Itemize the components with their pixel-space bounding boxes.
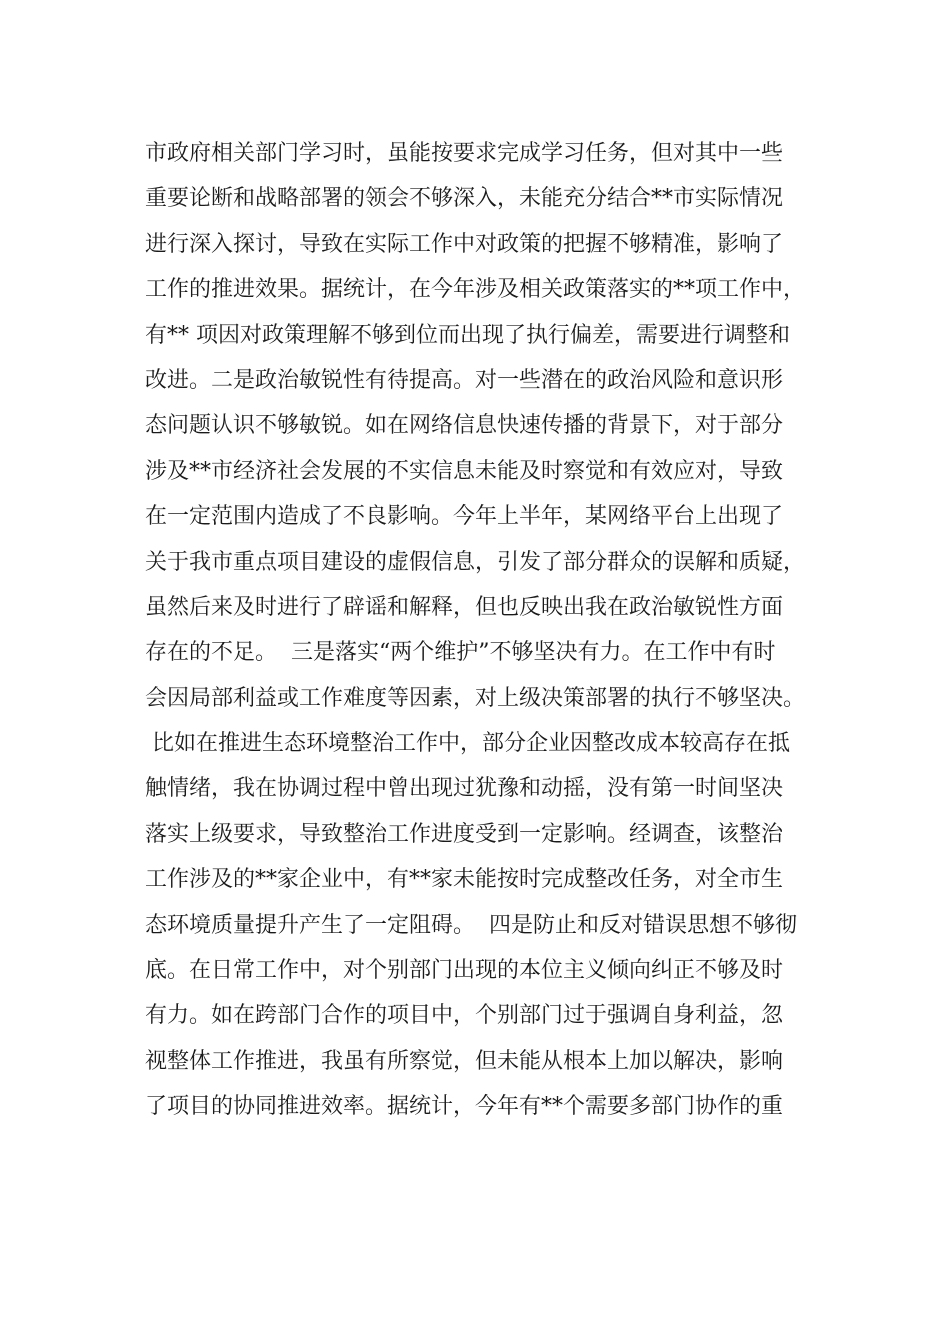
text-line: 会因局部利益或工作难度等因素，对上级决策部署的执行不够坚决。 (145, 685, 806, 711)
text-line: 比如在推进生态环境整治工作中，部分企业因整改成本较高存在抵 (145, 731, 790, 757)
text-line: 重要论断和战略部署的领会不够深入，未能充分结合**市实际情况 (145, 186, 784, 212)
text-line: 工作涉及的**家企业中，有**家未能按时完成整改任务，对全市生 (145, 867, 784, 893)
text-line: 关于我市重点项目建设的虚假信息，引发了部分群众的误解和质疑， (145, 549, 806, 575)
text-line: 存在的不足。 三是落实“两个维护”不够坚决有力。在工作中有时 (145, 640, 776, 666)
text-line: 视整体工作推进，我虽有所察觉，但未能从根本上加以解决，影响 (145, 1048, 784, 1074)
text-line: 涉及**市经济社会发展的不实信息未能及时察觉和有效应对，导致 (145, 458, 784, 484)
text-line: 了项目的协同推进效率。据统计，今年有**个需要多部门协作的重 (145, 1094, 784, 1120)
text-line: 工作的推进效果。据统计，在今年涉及相关政策落实的**项工作中， (145, 277, 806, 303)
text-line: 态问题认识不够敏锐。如在网络信息快速传播的背景下，对于部分 (145, 413, 784, 439)
text-line: 虽然后来及时进行了辟谣和解释，但也反映出我在政治敏锐性方面 (145, 594, 784, 620)
text-line: 有力。如在跨部门合作的项目中，个别部门过于强调自身利益，忽 (145, 1003, 784, 1029)
text-line: 底。在日常工作中，对个别部门出现的本位主义倾向纠正不够及时 (145, 958, 784, 984)
text-line: 进行深入探讨，导致在实际工作中对政策的把握不够精准，影响了 (145, 231, 784, 257)
body-text (145, 131, 825, 1130)
text-line: 触情绪，我在协调过程中曾出现过犹豫和动摇，没有第一时间坚决 (145, 776, 784, 802)
text-line: 有** 项因对政策理解不够到位而出现了执行偏差，需要进行调整和 (145, 322, 790, 348)
text-line: 市政府相关部门学习时，虽能按要求完成学习任务，但对其中一些 (145, 141, 784, 166)
text-line: 改进。二是政治敏锐性有待提高。对一些潜在的政治风险和意识形 (145, 367, 784, 393)
text-line: 落实上级要求，导致整治工作进度受到一定影响。经调查，该整治 (145, 821, 784, 847)
text-line: 态环境质量提升产生了一定阻碍。 四是防止和反对错误思想不够彻 (145, 912, 797, 938)
text-line: 在一定范围内造成了不良影响。今年上半年，某网络平台上出现了 (145, 504, 784, 530)
